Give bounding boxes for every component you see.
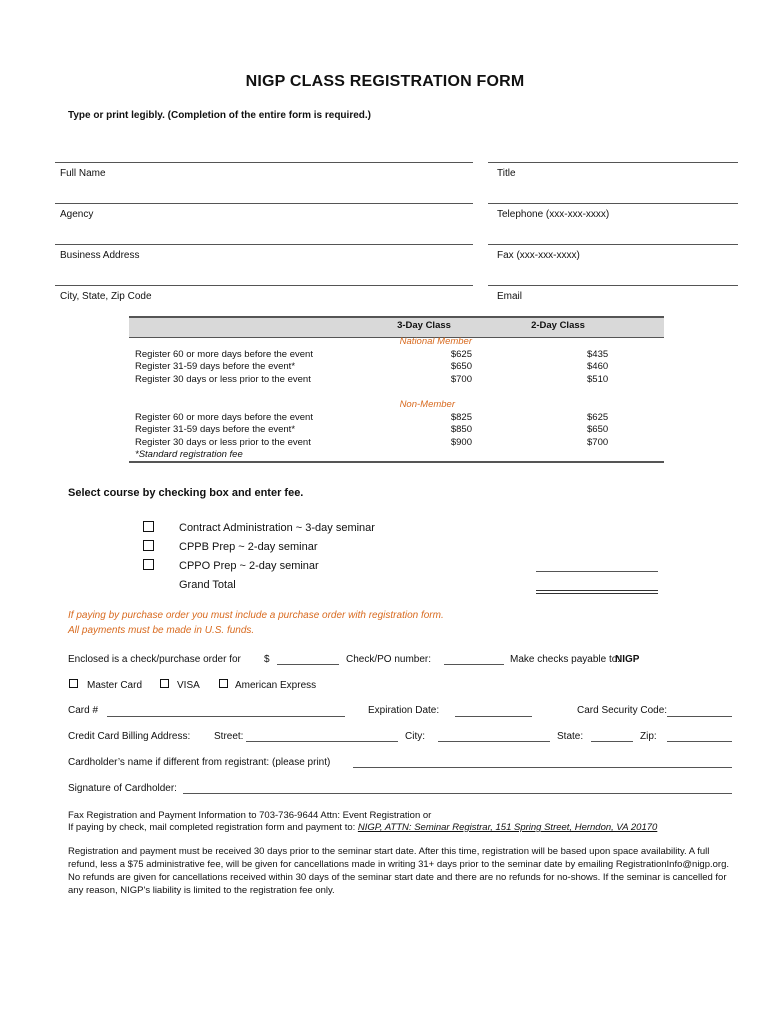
instructions: Type or print legibly. (Completion of the entire form is required.): [68, 110, 371, 121]
member-row-label: Register 31-59 days before the event*: [135, 361, 296, 372]
fee-value: $650: [587, 424, 609, 435]
card-checkbox-amex[interactable]: [219, 679, 228, 688]
dollar-sign: $: [264, 654, 270, 665]
title-label: Title: [497, 168, 516, 179]
mail-instructions-prefix: If paying by check, mail completed registration form and payment to:: [68, 822, 356, 833]
street-label: Street:: [214, 731, 244, 742]
fee-value: $850: [450, 424, 472, 435]
po-notice-line1: If paying by purchase order you must include a purchase order with registration form.: [68, 610, 444, 621]
business-address-line[interactable]: [55, 244, 473, 245]
agency-line[interactable]: [55, 203, 473, 204]
card-type-label: VISA: [177, 680, 200, 691]
check-po-label: Check/PO number:: [346, 654, 432, 665]
nonmember-row-label: Register 31-59 days before the event*: [135, 424, 296, 435]
mail-address: NIGP, ATTN: Seminar Registrar, 151 Spring Street, Herndon, VA 20170: [357, 822, 658, 833]
zip-label: Zip:: [640, 731, 657, 742]
city-state-zip-line[interactable]: [55, 285, 473, 286]
card-number-line[interactable]: [107, 716, 345, 717]
po-notice-line2: All payments must be made in U.S. funds.: [68, 625, 255, 636]
enclosed-label: Enclosed is a check/purchase order for: [68, 654, 241, 665]
card-type-label: American Express: [235, 680, 317, 691]
security-code-label: Card Security Code:: [577, 705, 668, 716]
fee-value: $700: [450, 374, 472, 385]
full-name-line[interactable]: [55, 162, 473, 163]
page-title: NIGP CLASS REGISTRATION FORM: [245, 73, 525, 90]
fax-label: Fax (xxx-xxx-xxxx): [497, 250, 580, 261]
signature-label: Signature of Cardholder:: [68, 783, 177, 794]
fee-value: $700: [587, 437, 609, 448]
policy-line: Registration and payment must be received 30 days prior to the seminar start date. After this time, registration will be based upon space availability. A full: [68, 846, 710, 857]
policy-line: No refunds are given for cancellations received within 30 days of the seminar start date and there are no refunds for no-shows. If the seminar is cancelled for: [68, 872, 727, 883]
grand-total-line[interactable]: [536, 590, 658, 591]
member-row-label: Register 60 or more days before the event: [135, 349, 313, 360]
cardholder-name-line[interactable]: [353, 767, 732, 768]
mail-instructions: [68, 822, 657, 834]
email-line[interactable]: [488, 285, 738, 286]
payable-label: Make checks payable to:: [510, 654, 621, 665]
nonmember-row-label: Register 30 days or less prior to the event: [135, 437, 311, 448]
check-po-number-line[interactable]: [444, 664, 504, 665]
agency-label: Agency: [60, 209, 94, 220]
course-label: CPPO Prep ~ 2-day seminar: [179, 560, 319, 572]
fee-footnote: *Standard registration fee: [135, 449, 243, 460]
telephone-label: Telephone (xxx-xxx-xxxx): [497, 209, 610, 220]
security-code-line[interactable]: [667, 716, 732, 717]
course-label: CPPB Prep ~ 2-day seminar: [179, 541, 318, 553]
col-2day-header: 2-Day Class: [531, 320, 585, 331]
course-checkbox-contract-admin[interactable]: [143, 521, 154, 532]
policy-line: refund, less a $75 administrative fee, will be given for cancellations made in writing 31+ days prior to the seminar date by emailing RegistrationInfo@nigp.org.: [68, 859, 730, 870]
fee-value: $625: [587, 412, 609, 423]
expiration-label: Expiration Date:: [368, 705, 440, 716]
card-checkbox-visa[interactable]: [160, 679, 169, 688]
title-line[interactable]: [488, 162, 738, 163]
city-label: City:: [405, 731, 425, 742]
card-checkbox-mastercard[interactable]: [69, 679, 78, 688]
fee-value: $900: [450, 437, 472, 448]
fee-value: $510: [587, 374, 609, 385]
fee-value: $625: [450, 349, 472, 360]
course-checkbox-cppb[interactable]: [143, 540, 154, 551]
zip-line[interactable]: [667, 741, 732, 742]
fee-value: $460: [587, 361, 609, 372]
billing-address-label: Credit Card Billing Address:: [68, 731, 191, 742]
street-line[interactable]: [246, 741, 398, 742]
enclosed-amount-line[interactable]: [277, 664, 339, 665]
nonmember-heading: Non-Member: [399, 399, 455, 410]
city-state-zip-label: City, State, Zip Code: [60, 291, 152, 302]
cardholder-name-label: Cardholder’s name if different from registrant: (please print): [68, 757, 331, 768]
payable-to: NIGP: [615, 654, 640, 665]
nonmember-row-label: Register 60 or more days before the event: [135, 412, 313, 423]
fax-instructions: Fax Registration and Payment Information to 703-736-9644 Attn: Event Registration or: [68, 810, 432, 821]
course-checkbox-cppo[interactable]: [143, 559, 154, 570]
member-heading: National Member: [399, 336, 472, 347]
course-label: Contract Administration ~ 3-day seminar: [179, 522, 375, 534]
full-name-label: Full Name: [60, 168, 106, 179]
fee-value: $435: [587, 349, 609, 360]
member-row-label: Register 30 days or less prior to the event: [135, 374, 311, 385]
policy-line: any reason, NIGP's liability is limited to the registration fee only.: [68, 885, 335, 896]
city-line[interactable]: [438, 741, 550, 742]
grand-total-double-line: [536, 593, 658, 594]
state-line[interactable]: [591, 741, 633, 742]
col-3day-header: 3-Day Class: [397, 320, 451, 331]
expiration-line[interactable]: [455, 716, 532, 717]
signature-line[interactable]: [183, 793, 732, 794]
grand-total-label: Grand Total: [179, 579, 236, 591]
card-type-label: Master Card: [87, 680, 143, 691]
email-label: Email: [497, 291, 523, 302]
course-selection-heading: Select course by checking box and enter fee.: [68, 487, 304, 499]
telephone-line[interactable]: [488, 203, 738, 204]
fee-value: $650: [450, 361, 472, 372]
fax-line[interactable]: [488, 244, 738, 245]
fee-value: $825: [450, 412, 472, 423]
fee-table-bottom-rule: [129, 461, 664, 463]
business-address-label: Business Address: [60, 250, 140, 261]
fee-entry-line[interactable]: [536, 571, 658, 572]
state-label: State:: [557, 731, 584, 742]
card-number-label: Card #: [68, 705, 99, 716]
